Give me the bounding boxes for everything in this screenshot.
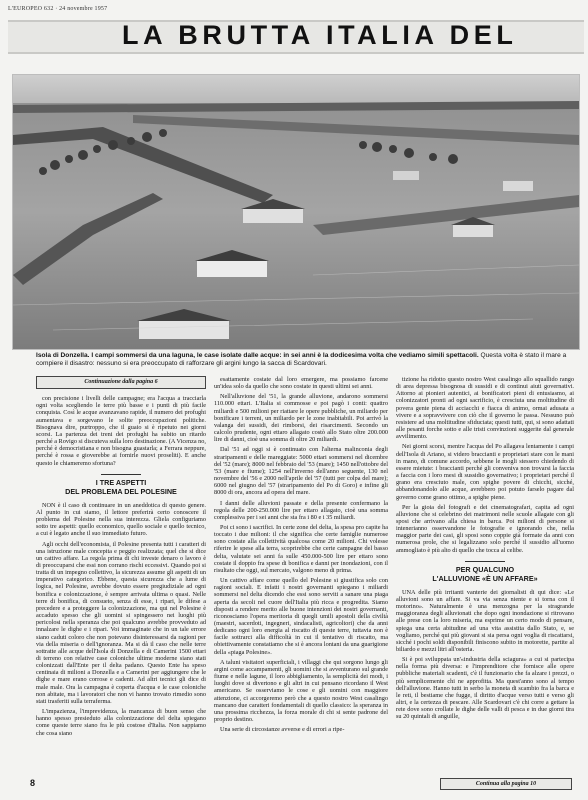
caption-rest: Questa volta è stato il mare a compiere il disastro: nessuno si era preoccupato di rafforzare gli argini lungo la sacca di Scardovari. xyxy=(36,352,567,367)
col2-paragraph-2: Nell'alluvione del '51, la grande alluvione, andarono sommersi 110.000 ettari. L'Italia si commosse e poi pagò i conti: quattro miliardi e 500 milioni per riattare le opere pubbliche, un miliardo per bonificare i terreni, un miliardo per le zone inabitabili. Poi arrivò la valanga dei sussidi, dei rimborsi, dei risarcimenti. Secondo un calcolo prudente, ogni ettaro allagato costò allo Stato oltre 200.000 lire di danni, cioè una somma di oltre 20 miliardi. xyxy=(214,393,388,444)
col3-paragraph-1: tizione ha ridotto questo nostro West casalingo allo squallido rango di area depressa bisognosa di sussidi e di continui aiuti governativi. Attorno ai pionieri autentici, ai bonificatori pieni di entusiasmo, ai colonizzatori pronti ad ogni sacrificio, è cresciuta una moltitudine di povera gente piena di acciacchi e fiacca di animo, ormai adusata a vivere e a sopravvivere con ciò che il governo le passa. Nessuno può resistere ad una moltitudine sfiduciata; questi tutti, qui, si sono adattati alle pesanti forche sotto e alle tristi convinzioni suggerite dal generale avvilimento. xyxy=(396,376,574,441)
col2-paragraph-4: I danni delle alluvioni passate e della presente confermano la regola delle 200-250.000 lire per ettaro allagato, cioè una somma complessiva per i sei anni che sta fra i 80 e i 35 miliardi. xyxy=(214,499,388,521)
col2-paragraph-5: Poi ci sono i sacrifici. In certe zone del delta, la spesa pro capite ha toccato i due milioni: il che significa che certe famiglie numerose sono costate alla collettività qualcosa come 20 milioni. Chi volesse riferire le spese alla terra, scoprirebbe che certe campagne del basso delta, valutate sei anni fa sulle 450.000-500 lire per ettaro sono costate il doppio fra spese di bonifica e danni per inondazioni, con il risultato che oggi, sul mercato, valgono meno di prima. xyxy=(214,523,388,574)
heading-rule xyxy=(465,561,505,562)
flood-photo-image xyxy=(13,75,579,349)
section-heading-1 xyxy=(36,474,206,496)
section-heading-2 xyxy=(396,561,574,583)
photo-caption xyxy=(36,352,571,368)
running-head: L'EUROPEO 632 · 24 novembre 1957 xyxy=(8,6,108,12)
continued-from-box: Continuazione dalla pagina 6 xyxy=(36,376,206,389)
column-2 xyxy=(214,376,388,792)
continued-to-box: Continua alla pagina 10 xyxy=(440,778,572,790)
col3-paragraph-3: Per la gioia del fotografi e dei cinematografari, capita ad ogni alluvione che si celebrino dei matrimoni nelle scuole allagate con gli sposi che arrivano alla chiesa in barca. Poi milioni di persone si intenerianno osservandone le fotografie e ignorando che, nella maggior parte dei casi, gli sposi sono coppie già formate da anni con numerosa prole, che si legalizzano solo perché il sussidio all'uomo ammogliato è più alto di quello che tocca al celibe. xyxy=(396,503,574,554)
col3-paragraph-2: Nei giorni scorsi, mentre l'acqua del Po allagava lentamente i campi dell'Isola di Ariano, si videro braccianti e proprietari stare con le mani in mano, di comune accordo, sebbene le mogli stessero chiedendo di essere mietute: i braccianti perché gli conveniva non trovarsi la faccia a faccia con i loro mesi di sussidio governativo; i proprietari perché il grano era cresciuto male, con spighe povere di chicchi, sicché, abbandonandolo alle acque, avrebbero poi potuto farselo pagare dal governo come grano ottimo, a spighe piene. xyxy=(396,443,574,501)
col3-paragraph-4: UNA delle più irritanti vanterie dei giornalisti di qui dice: «Le alluvioni sono un affare. Si va via senza niente e si torna con il motorino». Naturalmente è una menzogna per la stragrande maggioranza degli alluvionati che dopo ogni inondazione si ritrovano alle prese con la loro miseria, ma esprime un certo modo di pensare, spiega una certa abitudine ad una vita assistita dallo Stato, e, se vogliamo, perché qui più giovani si sia persa ogni voglia di riscattarsi, sicché i pochi soldi disponibili finiscono subito in motorette, partite al biliardo e mezzi litri all'osteria. xyxy=(396,588,574,653)
col2-paragraph-1: esattamente costate dal loro emergere, ma possiamo farcene un'idea solo da quello che sono costate in questi ultimi sei anni. xyxy=(214,376,388,391)
section-heading-1-subtitle: DEL PROBLEMA DEL POLESINE xyxy=(65,486,177,496)
section-heading-1-title: I TRE ASPETTI xyxy=(95,477,147,487)
flood-photo xyxy=(12,74,580,350)
caption-lead: Isola di Donzella. I campi sommersi da una laguna, le case isolate dalle acque: in sei anni è la dodicesima volta che vediamo simili spettacoli. xyxy=(36,352,479,359)
column-1 xyxy=(36,376,206,792)
section-heading-2-subtitle: L'ALLUVIONE «È UN AFFARE» xyxy=(432,573,538,583)
col1-paragraph-3: Agli occhi dell'economista, il Polesine presenta tutti i caratteri di una istruzione male concepita e peggio realizzata; quel che si dice un cattivo affare. La regola prima di chi investe denaro o lavoro è di preoccuparsi che essi non corrano rischi eccessivi. Quando poi si tratta di un impegno collettivo, la sicurezza assume gli aspetti di un imperativo categorico. Ebbene, questa sicurezza che a lume di logica, nel Polesine, avrebbe dovuto essere pregiudiziale ad ogni bonifica e colonizzazione, è sempre arrivata ultima o quasi. Nelle terre di bonifica, di consueto, senza di esse, i ripari, le difese a precedere e a proteggere la colonizzazione, ma qui nel Polesine è accaduto spesso che gli uomini si spingessero nei luoghi più pericolosi nella speranza che poi qualcuno avrebbe provveduto ad innalzare le dighe e i ripari. Voi immaginate che in un tale errore siano caduti coloro che non potevano disinteressarsi da ragioni per via della miseria o dell'ignoranza. Ma si dà il caso che nelle terre sottratte alle acque dell'Isola di Donzella e di Camerini 1500 ettari di terreno con relative case coloniche ultime moderne siano stati colonizzati dall'Ente per il delta padano. Questo Ente ha speso centinaia di milioni a Donzella e a Camerini per aggiungere che le dighe e mare erano corrose e cadenti. Ad altri tecnici gli dice di male male. Ora la campagna è coperta d'acqua e le case coloniche non abitate, ma i lavoratori che non vi hanno trovato rimedio sono stati trasferiti sulla terraferma. xyxy=(36,540,206,705)
column-3 xyxy=(396,376,574,786)
col2-paragraph-8: Una serie di circostanze avverse e di errori a ripe- xyxy=(220,726,345,734)
heading-rule xyxy=(101,474,141,475)
page-title: LA BRUTTA ITALIA DEL xyxy=(122,20,518,50)
page-number: 8 xyxy=(30,778,36,788)
col3-paragraph-5: Si è poi sviluppata un'«industria della sciagura» a cui si partecipa nella forma più diversa: e l'imprenditore che fornisce alle opere pubbliche materiali scadenti, c'è il funzionario che fa alzare i prezzi, o più semplicemente chi ne approfitta. Ma quest'anno sono al tempo dell'alluvione. Hanno tutti in serbo la moneta di scambio fra la barca e le reti, il bestiame che fugge, il diritto d'acque verso tutti e verso gli altri, e la certezza di pescare. Alle Scardovari c'è chi corre a gettare la rete dove sono crollate le dighe delle valli di pesca e in due giorni tira su 20 quintali di anguille, xyxy=(396,656,574,721)
col2-paragraph-7: A taluni visitatori superficiali, i villaggi che qui sorgono lungo gli argini come accampamenti, gli uomini che si avventurano sul grande fiume e nelle lagune, il loro abbigliamento, la semplicità dei modi, i luoghi dove si divertono e gli altri in cui pensano ricordano il West americano. Se osserviamo le cose e gli uomini con maggiore attenzione, ci accorgeremo però che a questo nostro West casalingo mancano due caratteri fondamentali di quello classico: la speranza in una prossima ricchezza, la forza morale di chi si sente padrone del proprio destino. xyxy=(214,658,388,724)
col2-paragraph-3: Dal '51 ad oggi si è continuato con l'alterna malinconia degli straripamenti e delle mareggiate: 5000 ettari sommersi nel dicembre del '52 (mare); 8000 nel febbraio del '53 (mare); 1450 nell'ottobre del '53 (mare e fiume); 1254 nell'inverno dell'anno seguente, 130 nel novembre del '56 e 2000 nell'aprile del '57 (tutti per colpa del mare); 6000 nel giugno del '57 (straripamento del Po di Goro) e infine gli 8000 di ora, ancora ad opera del mare. xyxy=(214,446,388,497)
col1-paragraph-2: NON è il caso di continuare in un aneddotica di questo genere. Al punto in cui siamo, il lettore preferirà certo conoscere il problema del Polesine nella sua interezza. Gliela configuriamo sotto tre aspetti: quello economico, quello sociale e quello tecnico, a cui è legato anche il suo immediato futuro. xyxy=(36,501,206,538)
col2-paragraph-6: Un cattivo affare come quello del Polesine si giustifica solo con ragioni sociali. E infatti i nostri governanti spiegano i miliardi sommersi nel delta dicendo che essi sono serviti a sanare una piaga aperta da secoli nel cuore dell'Italia più ricca e progredita. Siamo disposti a rendere merito alle buone intenzioni dei nostri governanti, riconosciamo l'opera meritoria di quegli umili apostoli della civiltà (maestri, sacerdoti, ingegneri, sindacalisti, agricoltori) che da anni dedicano ogni loro energia al riscatto di queste terre, tuttavia non è facile sottrarci alla difficoltà in cui il tentativo di riscatto, ma obiettivamente constatiamo che si è ancora lontani da una guarigione della «piaga Polesine». xyxy=(214,577,388,656)
title-band xyxy=(8,20,584,54)
col1-paragraph-1: con precisione i livelli delle campagne; era l'acqua a tracciarla ogni volta scegliendo le terre più basse e i punti di più facile conquista. Così le acque avanzavano rapide, il numero dei profughi aumentava e sorgevano le solite preoccupazioni politiche. Bisognava dire, purtroppo, che il guaio si è ripetuto nei giorni scorsi. La partenza dei treni dei profughi ha subito un ritardo perché a Rovigo si discuteva sulla loro destinazione. (A Vicenza no, perché è democristiana e non bisogna guastarla; a Ferrara neppure, perché è rossa e gioverebbe ai fornirle nuovi proseliti). E anche questo le chiameremo sfortuna? xyxy=(36,395,206,467)
col1-paragraph-4: L'impazienza, l'imprevidenza, la mancanza di buon senso che hanno spesso presieduto alla colonizzazione del delta spiegano come queste terre siano fra le più costose d'Italia. Non sappiamo che cosa siano xyxy=(36,708,206,737)
section-heading-2-title: PER QUALCUNO xyxy=(455,564,515,574)
